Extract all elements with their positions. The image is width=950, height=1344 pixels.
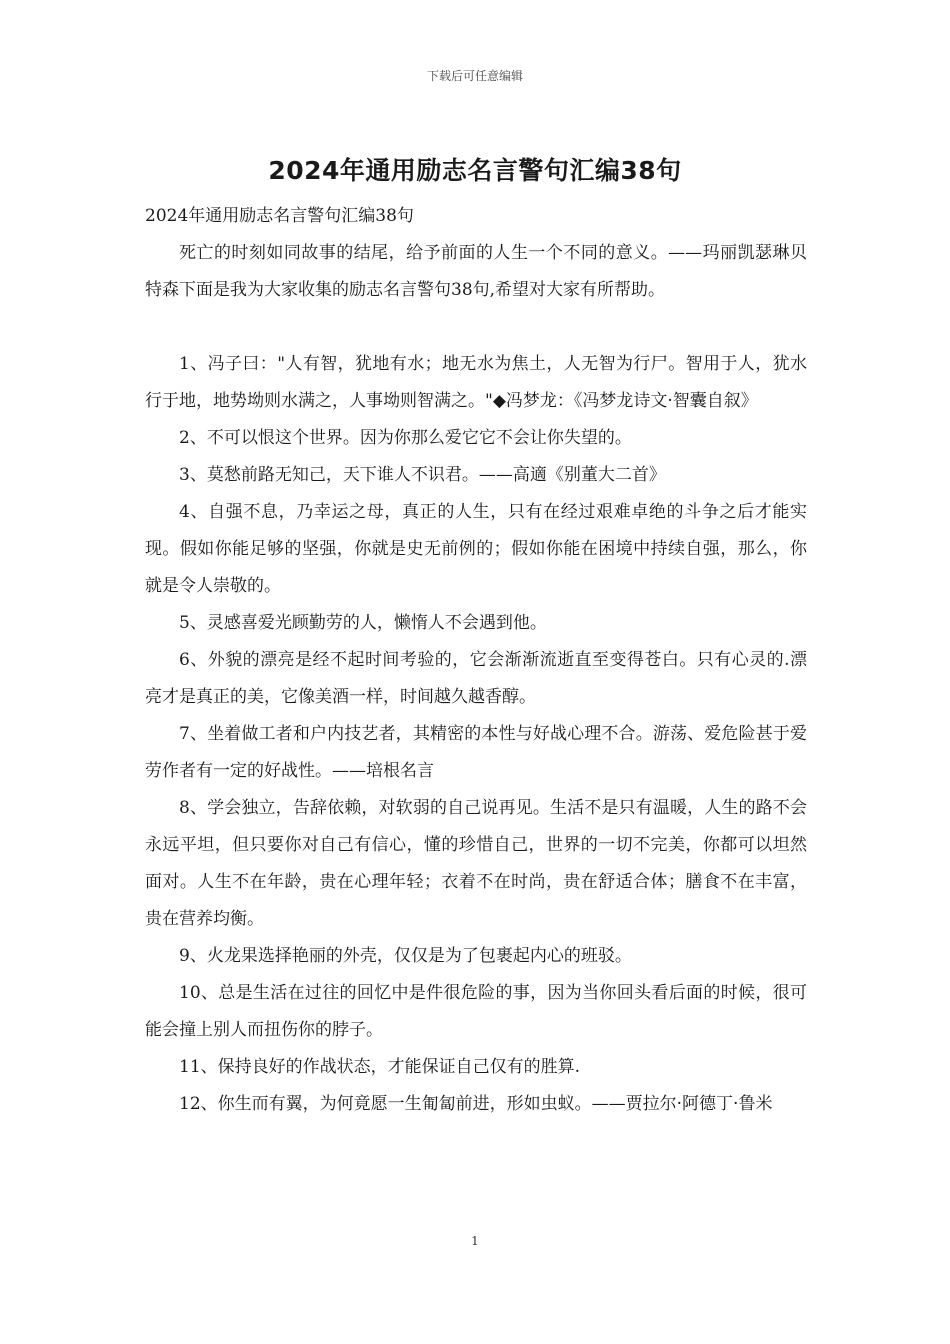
- document-subtitle: 2024年通用励志名言警句汇编38句: [145, 206, 414, 226]
- header-note: 下载后可任意编辑: [426, 69, 523, 83]
- quote-paragraph: 6、外貌的漂亮是经不起时间考验的，它会渐渐流逝直至变得苍白。只有心灵的.漂亮才是真正的美，它像美酒一样，时间越久越香醇。: [145, 650, 807, 707]
- quote-paragraph: 3、莫愁前路无知己，天下谁人不识君。——高適《别董大二首》: [179, 465, 666, 485]
- quote-paragraph: 1、冯子曰："人有智，犹地有水；地无水为焦土，人无智为行尸。智用于人，犹水行于地，地势坳则水满之，人事坳则智满之。"◆冯梦龙：《冯梦龙诗文·智囊自叙》: [145, 354, 807, 411]
- quote-paragraph: 12、你生而有翼，为何竟愿一生匍匐前进，形如虫蚁。——贾拉尔·阿德丁·鲁米: [179, 1094, 773, 1114]
- quote-paragraph: 11、保持良好的作战状态，才能保证自己仅有的胜算.: [179, 1057, 581, 1077]
- quote-paragraph: 10、总是生活在过往的回忆中是件很危险的事，因为当你回头看后面的时候，很可能会撞上别人而扭伤你的脖子。: [145, 983, 807, 1040]
- document-body: [145, 198, 807, 1123]
- quote-paragraph: 7、坐着做工者和户内技艺者，其精密的本性与好战心理不合。游荡、爱危险甚于爱劳作者有一定的好战性。——培根名言: [145, 724, 807, 781]
- page-title: 2024年通用励志名言警句汇编38句: [268, 156, 682, 185]
- quote-paragraph: 2、不可以恨这个世界。因为你那么爱它它不会让你失望的。: [179, 428, 632, 448]
- quote-paragraph: 5、灵感喜爱光顾勤劳的人，懒惰人不会遇到他。: [179, 613, 547, 633]
- quote-paragraph: 4、自强不息，乃幸运之母，真正的人生，只有在经过艰难卓绝的斗争之后才能实现。假如你能足够的坚强，你就是史无前例的；假如你能在困境中持续自强，那么，你就是令人崇敬的。: [145, 502, 807, 596]
- quote-paragraph: 9、火龙果选择艳丽的外壳，仅仅是为了包裹起内心的班驳。: [179, 946, 632, 966]
- quote-paragraph: 8、学会独立，告辞依赖，对软弱的自己说再见。生活不是只有温暖，人生的路不会永远平坦，但只要你对自己有信心，懂的珍惜自己，世界的一切不完美，你都可以坦然面对。人生不在年龄，贵在心理年轻；衣着不在时尚，贵在舒适合体；膳食不在丰富，贵在营养均衡。: [145, 798, 807, 929]
- page-number: 1: [471, 1234, 479, 1248]
- intro-paragraph: 死亡的时刻如同故事的结尾，给予前面的人生一个不同的意义。——玛丽凯瑟琳贝特森下面是我为大家收集的励志名言警句38句,希望对大家有所帮助。: [145, 243, 807, 300]
